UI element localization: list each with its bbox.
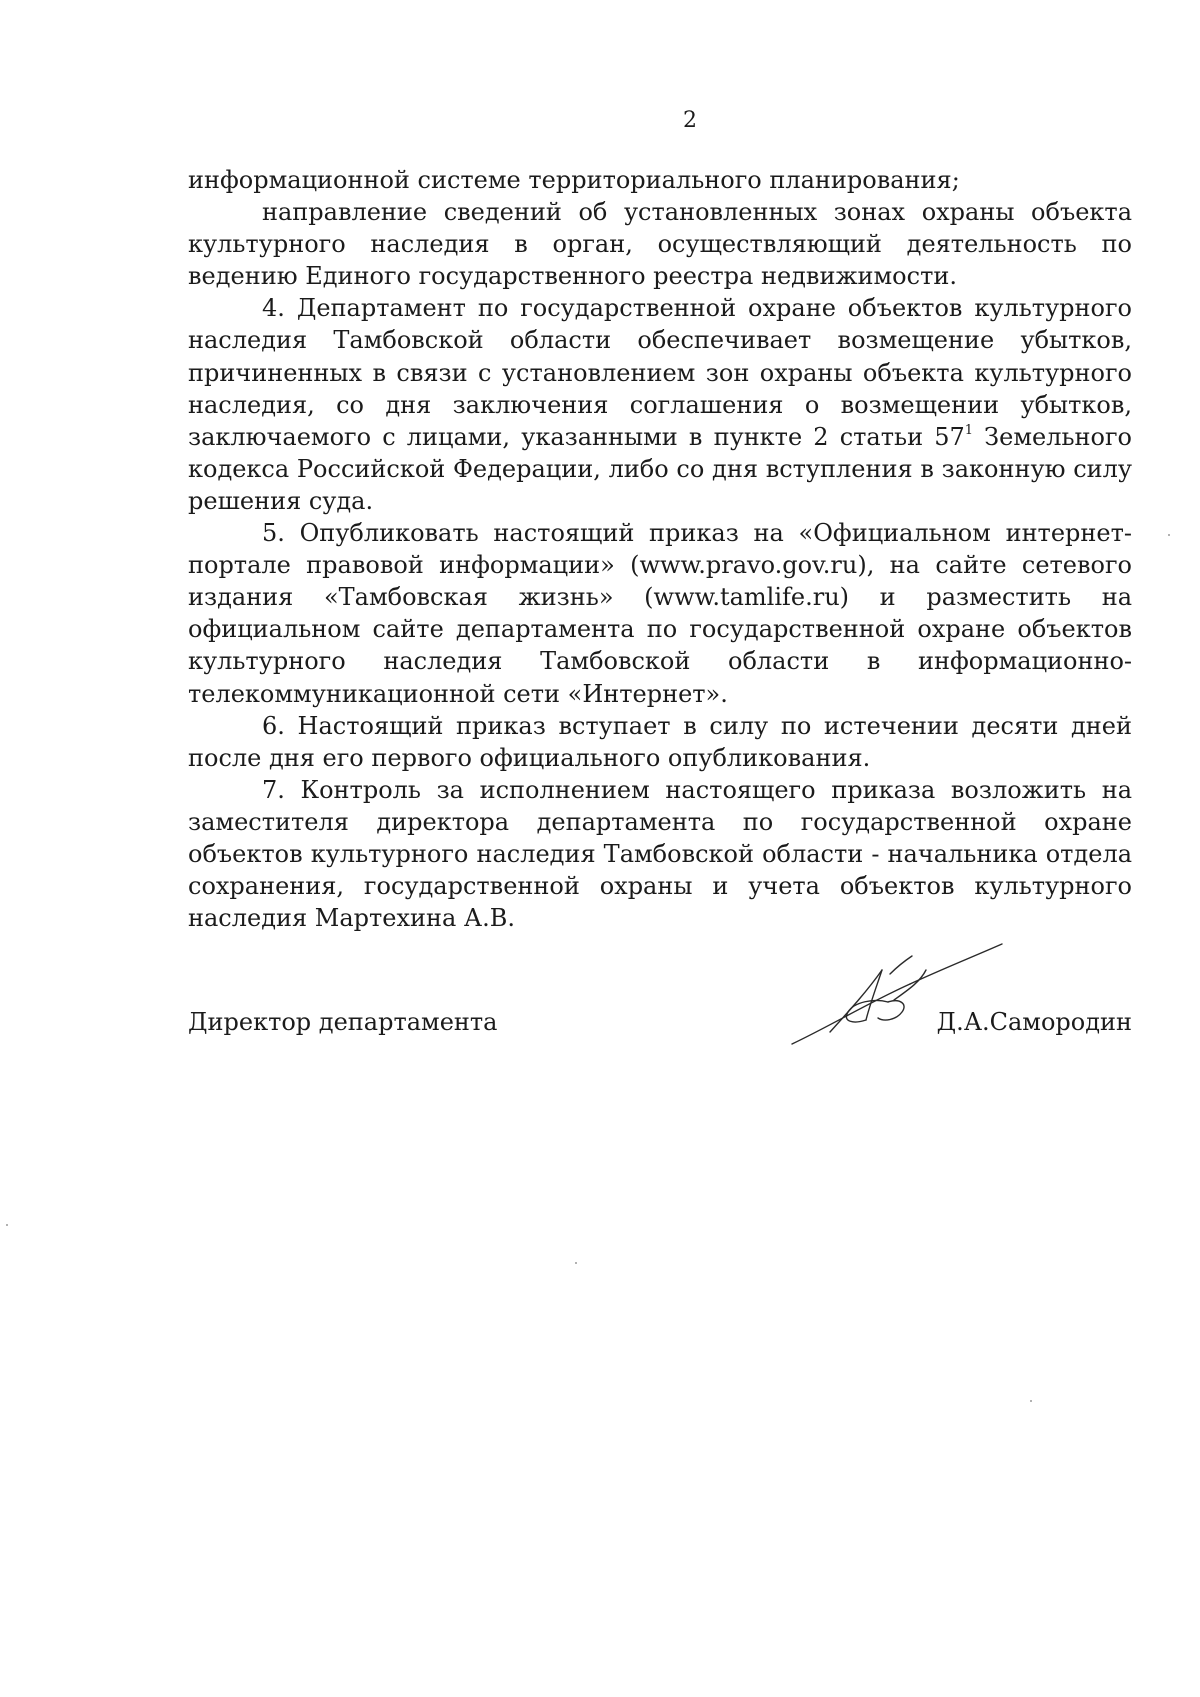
paragraph-text: направление сведений об установленных зонах охраны объекта культурного наследия в орган, осуществляющий деятельность по ведению Единого государственного реестра недвижимости. <box>188 198 1132 291</box>
signatory-title: Директор департамента <box>188 1008 498 1036</box>
scan-speck <box>575 1262 577 1264</box>
scan-speck <box>1030 1400 1032 1402</box>
handwritten-signature-icon <box>790 940 1010 1050</box>
paragraph-item-6 <box>188 710 1132 774</box>
scan-speck <box>1168 534 1170 536</box>
paragraph-text: 6. Настоящий приказ вступает в силу по истечении десяти дней после дня его первого официального опубликования. <box>188 711 1132 772</box>
paragraph-continuation <box>188 164 1132 196</box>
signatory-name: Д.А.Самородин <box>936 1008 1132 1036</box>
paragraph-text-continued: Земельного кодекса Российской Федерации, либо со дня вступления в законную силу решения суда. <box>188 422 1132 515</box>
paragraph-text: 5. Опубликовать настоящий приказ на «Официальном интернет-портале правовой информации» (www.pravo.gov.ru), на сайте сетевого издания «Тамбовская жизнь» (www.tamlife.ru) и разместить на официальном сайте департамента по государственной охране объектов культурного наследия Тамбовской области в информационно-телекоммуникационной сети «Интернет». <box>188 519 1132 708</box>
paragraph-registry-submission <box>188 196 1132 292</box>
superscript: 1 <box>964 422 974 438</box>
paragraph-text: 7. Контроль за исполнением настоящего приказа возложить на заместителя директора департамента по государственной охране объектов культурного наследия Тамбовской области - начальника отдела сохранения, государственной охраны и учета объектов культурного наследия Мартехина А.В. <box>188 775 1132 933</box>
paragraph-item-4 <box>188 292 1132 517</box>
page-number: 2 <box>683 108 697 133</box>
document-body <box>188 164 1132 934</box>
paragraph-item-5 <box>188 517 1132 710</box>
paragraph-item-7 <box>188 774 1132 934</box>
paragraph-text: 4. Департамент по государственной охране объектов культурного наследия Тамбовской области обеспечивает возмещение убытков, причиненных в связи с установлением зон охраны объекта культурного наследия, со дня заключения соглашения о возмещении убытков, заключаемого с лицами, указанными в пункте 2 статьи 57 <box>188 294 1132 451</box>
paragraph-text: информационной системе территориального планирования; <box>188 166 960 194</box>
scan-speck <box>6 1224 8 1226</box>
